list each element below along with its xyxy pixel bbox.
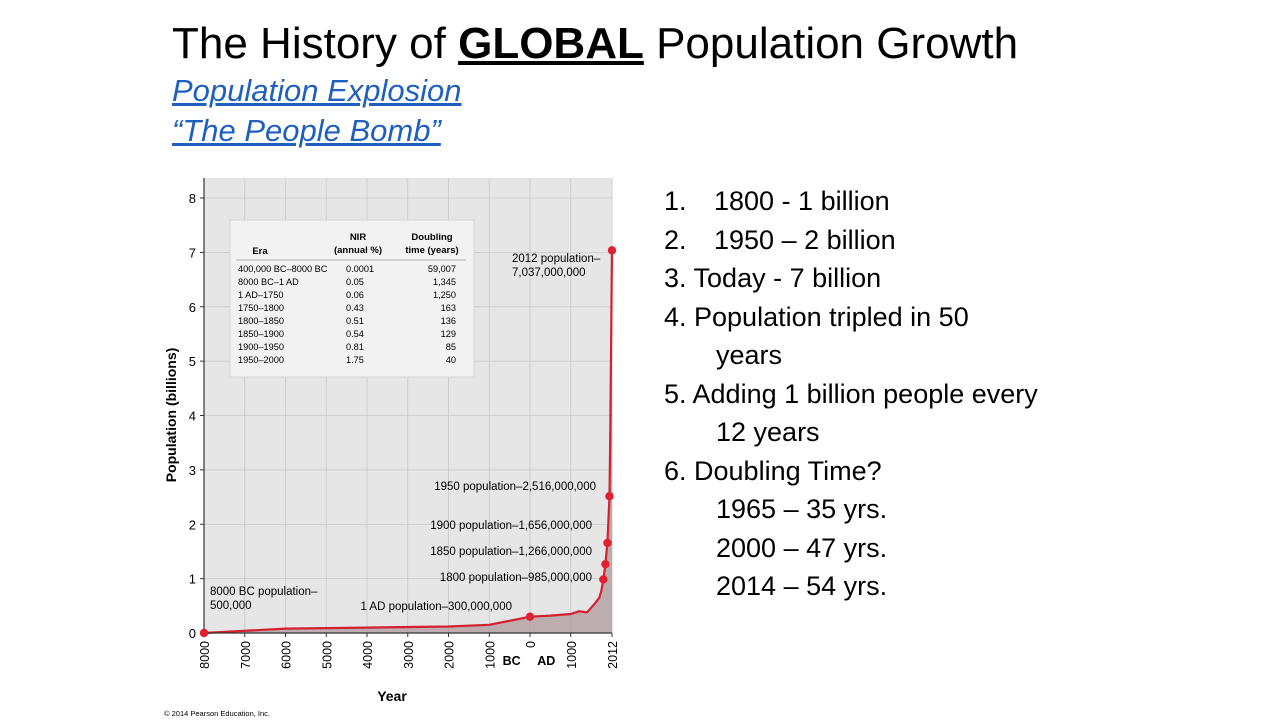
x-tick-label: 6000 [279, 641, 294, 669]
x-tick-label: 0 [524, 641, 539, 648]
fact-text: 2014 – 54 yrs. [716, 571, 888, 601]
table-cell: 1900–1950 [238, 342, 284, 352]
data-point-label [360, 601, 512, 613]
population-explosion-link[interactable]: Population Explosion [172, 73, 462, 108]
fact-text: 6. Doubling Time? [664, 455, 882, 486]
ad-label: AD [537, 654, 556, 668]
data-point-label-line: 1850 population–1,266,000,000 [430, 546, 592, 558]
x-tick-label: 3000 [401, 641, 416, 669]
y-tick-label: 0 [188, 626, 196, 641]
table-cell: 1.75 [346, 355, 364, 365]
fact-text: 2000 – 47 yrs. [716, 532, 888, 563]
fact-number: 1. [664, 186, 687, 216]
population-chart [160, 170, 620, 720]
x-tick-label: 8000 [198, 641, 212, 669]
fact-line [664, 529, 1038, 568]
fact-line [664, 413, 1038, 452]
data-point [599, 575, 607, 583]
table-cell: 40 [445, 355, 456, 365]
data-point-label [430, 520, 592, 532]
data-point-label-line: 1900 population–1,656,000,000 [430, 520, 592, 532]
copyright-text: © 2014 Pearson Education, Inc. [164, 709, 271, 718]
data-point [200, 629, 208, 637]
fact-line [664, 490, 1038, 529]
fact-line [664, 298, 1038, 337]
fact-text: 3. Today - 7 billion [664, 263, 882, 293]
table-header: time (years) [405, 245, 459, 256]
data-point [605, 492, 613, 500]
title-suffix: Population Growth [643, 19, 1019, 68]
table-cell: 0.51 [346, 316, 364, 326]
table-cell: 400,000 BC–8000 BC [238, 264, 328, 274]
table-header: (annual %) [333, 245, 383, 256]
x-tick-label: 4000 [361, 641, 376, 669]
data-point-label [430, 546, 592, 558]
fact-text: 12 years [716, 417, 820, 447]
table-cell: 1 AD–1750 [238, 290, 284, 300]
fact-line [664, 221, 1038, 260]
y-tick-label: 4 [188, 408, 196, 424]
data-point-label-line: 500,000 [210, 600, 252, 612]
y-tick-label: 5 [188, 354, 196, 370]
y-tick-label: 2 [188, 517, 196, 533]
table-cell: 1850–1900 [238, 329, 284, 339]
table-cell: 1950–2000 [238, 355, 284, 365]
y-tick-label: 1 [188, 571, 196, 587]
table-cell: 1750–1800 [238, 303, 284, 313]
data-point-label [440, 572, 592, 584]
fact-line [664, 567, 1038, 606]
table-header: NIR [349, 232, 367, 243]
title-emphasis: GLOBAL [458, 19, 644, 68]
data-point-label-line: 1 AD population–300,000,000 [360, 601, 512, 613]
table-cell: 0.43 [346, 303, 364, 313]
data-point-label-line: 1800 population–985,000,000 [439, 572, 592, 584]
data-point-label-line: 2012 population– [512, 253, 601, 265]
x-tick-label: 5000 [320, 641, 335, 669]
data-point [608, 246, 616, 254]
y-tick-label: 3 [188, 462, 196, 478]
y-tick-label: 6 [188, 299, 196, 315]
table-cell: 163 [440, 303, 456, 313]
table-cell: 8000 BC–1 AD [238, 277, 299, 287]
fact-text: 1800 - 1 billion [714, 186, 890, 216]
fact-text: 1950 – 2 billion [714, 224, 896, 255]
table-cell: 0.06 [346, 290, 364, 300]
y-tick-label: 7 [188, 245, 196, 261]
chart-svg [160, 170, 620, 720]
table-cell: 85 [445, 342, 456, 352]
data-point [526, 612, 534, 620]
x-tick-label: 1000 [564, 641, 579, 669]
table-cell: 0.54 [346, 329, 364, 339]
table-cell: 0.05 [346, 277, 364, 287]
fact-line [664, 182, 1038, 221]
x-tick-label: 2000 [442, 641, 457, 669]
x-tick-label: 7000 [238, 641, 253, 669]
data-point-label-line: 7,037,000,000 [512, 267, 586, 279]
fact-number: 2. [664, 224, 687, 255]
fact-text: 4. Population tripled in 50 [664, 301, 969, 332]
fact-text: years [716, 340, 783, 370]
fact-line [664, 336, 1038, 375]
x-axis-title: Year [377, 688, 407, 704]
slide-title [172, 18, 1018, 70]
table-cell: 1800–1850 [238, 316, 284, 326]
fact-text: 1965 – 35 yrs. [716, 494, 888, 524]
table-cell: 1,250 [433, 290, 456, 300]
x-tick-label: 1000 [483, 641, 498, 669]
fact-line [664, 259, 1038, 298]
bc-label: BC [502, 654, 521, 668]
facts-list [664, 182, 1038, 606]
people-bomb-link[interactable]: “The People Bomb” [172, 113, 441, 148]
fact-line [664, 452, 1038, 491]
data-point [601, 560, 609, 568]
data-point-label-line: 1950 population–2,516,000,000 [434, 481, 596, 493]
table-cell: 129 [440, 329, 456, 339]
table-cell: 59,007 [427, 264, 456, 274]
y-axis-title: Population (billions) [163, 347, 179, 483]
data-point-label-line: 8000 BC population– [210, 586, 318, 598]
title-prefix: The History of [172, 19, 459, 68]
table-cell: 136 [440, 316, 456, 326]
table-header: Doubling [411, 232, 453, 243]
data-point-label [434, 481, 596, 493]
x-tick-label: 2012 [606, 641, 620, 669]
table-header: Era [252, 246, 268, 257]
table-cell: 0.81 [346, 342, 364, 352]
table-cell: 0.0001 [346, 264, 375, 274]
y-tick-label: 8 [188, 191, 196, 206]
table-cell: 1,345 [433, 277, 456, 287]
fact-text: 5. Adding 1 billion people every [664, 378, 1038, 409]
fact-line [664, 375, 1038, 414]
data-point [603, 539, 611, 547]
